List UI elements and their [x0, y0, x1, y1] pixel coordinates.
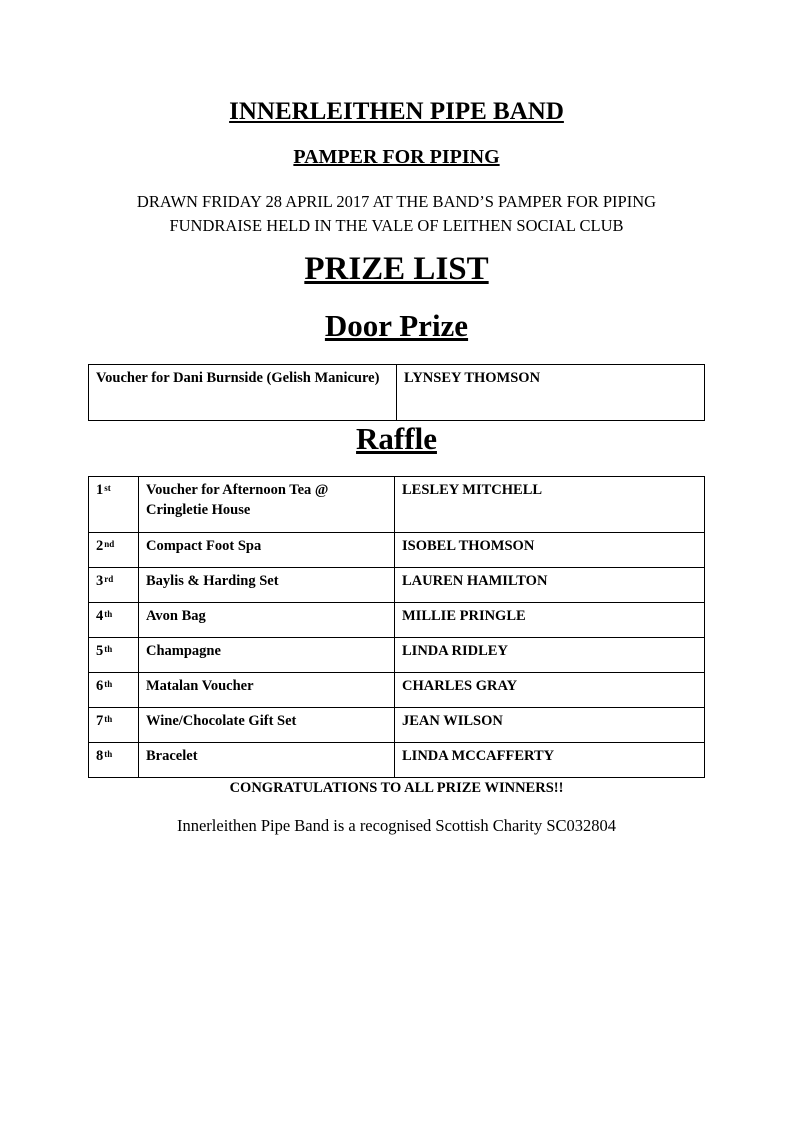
- table-row: [89, 638, 705, 673]
- draw-details: [0, 190, 793, 238]
- table-row: [89, 603, 705, 638]
- raffle-winner: JEAN WILSON: [395, 708, 705, 743]
- door-prize-item: Voucher for Dani Burnside (Gelish Manicure): [89, 365, 397, 421]
- raffle-prize: Champagne: [139, 638, 395, 673]
- raffle-winner: ISOBEL THOMSON: [395, 533, 705, 568]
- table-row: [89, 743, 705, 778]
- raffle-position: 5th: [89, 638, 139, 673]
- door-prize-heading: Door Prize: [324, 308, 469, 343]
- raffle-winner: CHARLES GRAY: [395, 673, 705, 708]
- raffle-prize: Wine/Chocolate Gift Set: [139, 708, 395, 743]
- raffle-position: 2nd: [89, 533, 139, 568]
- table-row: [89, 533, 705, 568]
- table-row: [89, 708, 705, 743]
- raffle-position: 3rd: [89, 568, 139, 603]
- page-title: INNERLEITHEN PIPE BAND: [229, 98, 564, 125]
- raffle-position: 6th: [89, 673, 139, 708]
- table-row: [89, 477, 705, 533]
- draw-details-line-2: FUNDRAISE HELD IN THE VALE OF LEITHEN SOCIAL CLUB: [169, 216, 624, 235]
- door-prize-winner: LYNSEY THOMSON: [397, 365, 705, 421]
- table-row: [89, 568, 705, 603]
- raffle-winner: LINDA MCCAFFERTY: [395, 743, 705, 778]
- raffle-winner: LINDA RIDLEY: [395, 638, 705, 673]
- raffle-winner: LESLEY MITCHELL: [395, 477, 705, 533]
- draw-details-line-1: DRAWN FRIDAY 28 APRIL 2017 AT THE BAND’S PAMPER FOR PIPING: [136, 192, 657, 211]
- prize-list-heading: PRIZE LIST: [304, 251, 489, 287]
- raffle-position: 4th: [89, 603, 139, 638]
- raffle-heading: Raffle: [356, 421, 437, 456]
- raffle-winner: LAUREN HAMILTON: [395, 568, 705, 603]
- raffle-table: [88, 476, 705, 778]
- raffle-prize: Compact Foot Spa: [139, 533, 395, 568]
- raffle-prize: Avon Bag: [139, 603, 395, 638]
- congratulations-text: CONGRATULATIONS TO ALL PRIZE WINNERS!!: [229, 780, 564, 796]
- charity-notice: Innerleithen Pipe Band is a recognised Scottish Charity SC032804: [176, 816, 617, 835]
- table-row: [89, 673, 705, 708]
- raffle-position: 1st: [89, 477, 139, 533]
- raffle-position: 7th: [89, 708, 139, 743]
- door-prize-table: [88, 364, 705, 421]
- raffle-winner: MILLIE PRINGLE: [395, 603, 705, 638]
- raffle-prize: Matalan Voucher: [139, 673, 395, 708]
- raffle-prize: Baylis & Harding Set: [139, 568, 395, 603]
- raffle-position: 8th: [89, 743, 139, 778]
- raffle-prize: Voucher for Afternoon Tea @ Cringletie House: [139, 477, 395, 533]
- raffle-prize: Bracelet: [139, 743, 395, 778]
- page-subtitle: PAMPER FOR PIPING: [293, 146, 500, 168]
- table-row: [89, 365, 705, 421]
